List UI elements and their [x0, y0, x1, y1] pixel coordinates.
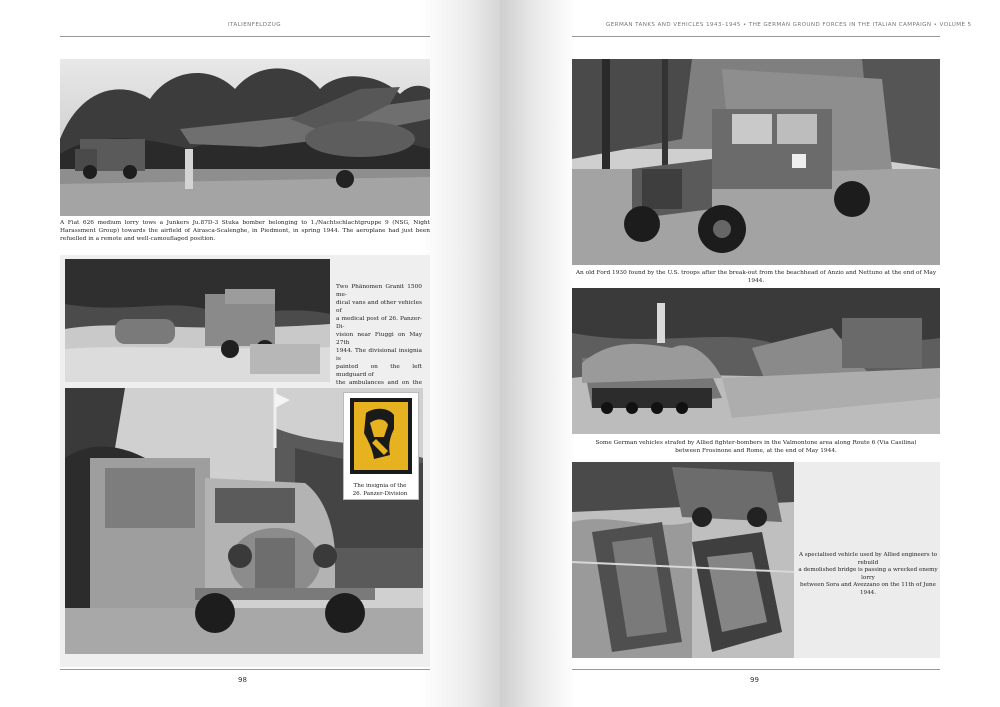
- running-head-right: GERMAN TANKS AND VEHICLES 1943–1945 • THE GERMAN GROUND FORCES IN THE ITALIAN CAMPAIGN • VOLUME 5: [606, 22, 972, 28]
- right-page: [500, 0, 1000, 707]
- footer-rule-left: [60, 669, 430, 670]
- caption-fiat-lorry: A Fiat 626 medium lorry tows a Junkers Ju.87D-3 Stuka bomber belonging to 1./Nachtschlachtgruppe 9 (NSG, Night Harassment Group) towards the airfield of Airasca-Scalenghe, in Piedmont, in spring 1944. The aeroplane had just been refuelled in a remote and well-camouflaged position.: [60, 220, 430, 242]
- photo-old-ford-1930: [572, 59, 940, 265]
- header-rule-right: [572, 36, 940, 37]
- caption-line: 26. Panzer-Division: [352, 491, 408, 497]
- caption-line: Some German vehicles strafed by Allied fighter-bombers in the Valmontone area along Route 6 (Via Casilina): [595, 440, 917, 446]
- caption-line: between Sora and Avezzano on the 11th of June 1944.: [800, 582, 936, 596]
- caption-line: The insignia of the: [353, 483, 407, 489]
- caption-line: Two Phänomen Granit 1500 me-: [336, 284, 422, 298]
- page-number-left: 98: [238, 676, 247, 684]
- caption-strafed-vehicles: [572, 439, 940, 455]
- caption-line: dical vans and other vehicles of: [336, 300, 422, 314]
- photo-strafed-vehicles-valmontone: [572, 288, 940, 434]
- caption-line: the ambulances and on the: [336, 380, 422, 386]
- caption-line: vision near Fiuggi on May 27th: [336, 332, 422, 346]
- insignia-caption: [343, 482, 417, 498]
- running-head-left: ITALIENFELDZUG: [228, 22, 281, 28]
- photo-medical-vans-fiuggi: [65, 259, 330, 382]
- caption-old-ford: An old Ford 1930 found by the U.S. troops after the break-out from the beachhead of Anzio and Nettuno at the end of May 1944.: [575, 270, 937, 284]
- photo-fiat-lorry-towing-stuka: [60, 59, 430, 216]
- photo-engineer-vehicle-demolished-bridge: [572, 462, 794, 658]
- caption-line: a medical post of 26. Panzer-Di-: [336, 316, 422, 330]
- caption-engineer-vehicle: [798, 552, 938, 598]
- header-rule-left: [60, 36, 430, 37]
- caption-line: painted on the left mudguard of: [336, 364, 422, 378]
- caption-line: A specialised vehicle used by Allied engineers to rebuild: [798, 552, 937, 566]
- caption-line: 1944. The divisional insignia is: [336, 348, 422, 362]
- footer-rule-right: [572, 669, 940, 670]
- caption-line: between Frosinone and Rome, at the end of May 1944.: [675, 448, 837, 454]
- caption-line: a demolished bridge is passing a wrecked enemy lorry: [798, 567, 938, 581]
- page-number-right: 99: [750, 676, 759, 684]
